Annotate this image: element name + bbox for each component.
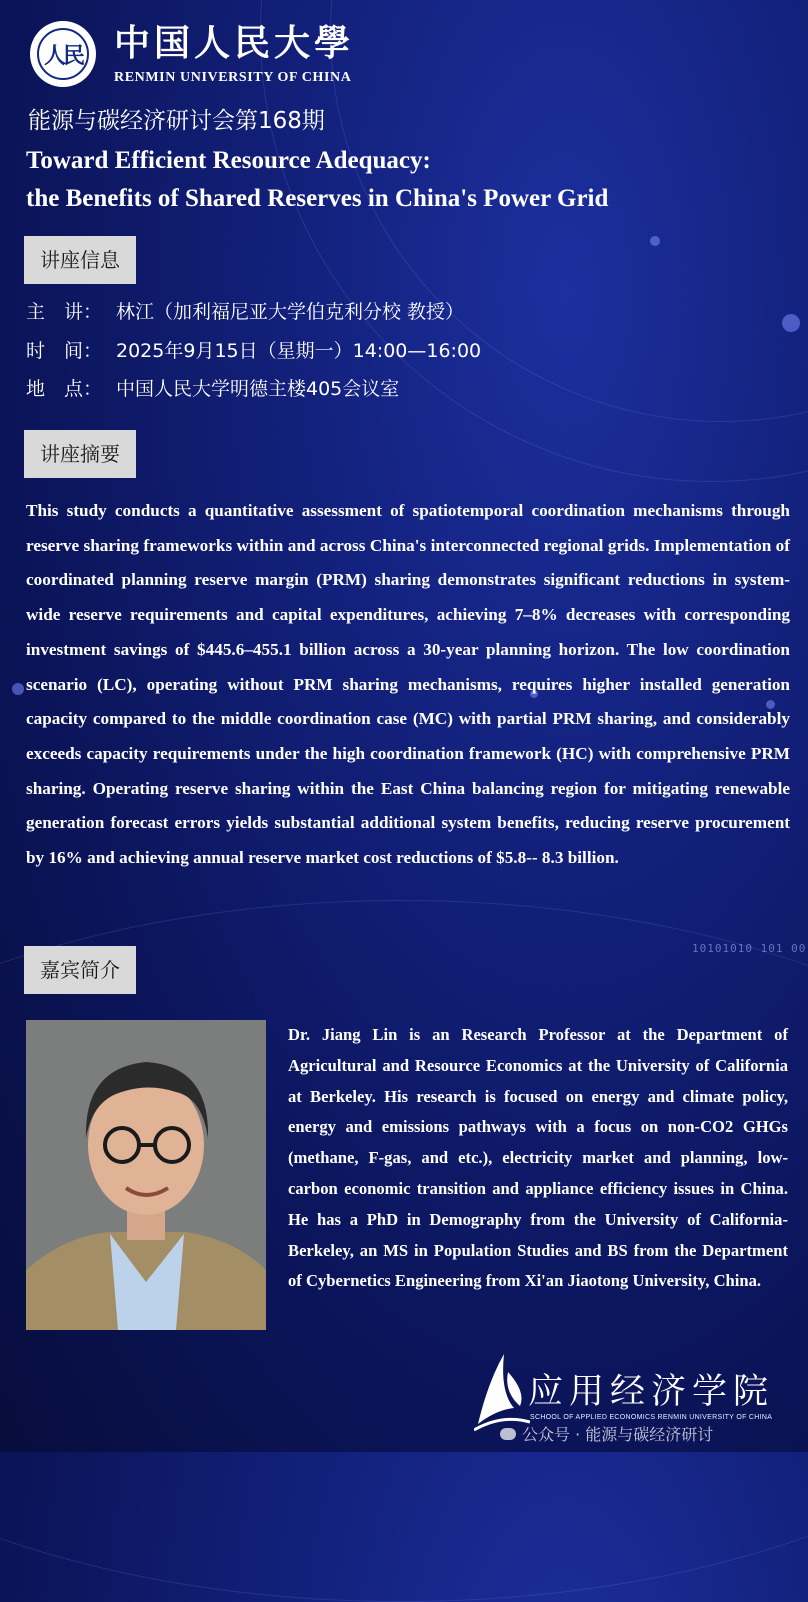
school-name-en: SCHOOL OF APPLIED ECONOMICS RENMIN UNIVERSITY OF CHINA: [530, 1414, 773, 1421]
section-label-info: 讲座信息: [24, 236, 136, 284]
decor-dot: [12, 683, 24, 695]
seminar-series: 能源与碳经济研讨会第168期: [28, 108, 325, 134]
school-name-cn: 应用经济学院: [528, 1372, 775, 1412]
speaker-bio: Dr. Jiang Lin is an Research Professor at the Department of Agricultural and Resource Economics at the University of California at Berkeley. His research is focused on energy and climate policy, energy and emissions pathways with a focus on non-CO2 GHGs (methane, F-gas, and etc.), electricity market and planning, low-carbon economic transition and appliance efficiency issues in China. He has a PhD in Demography from the University of California-Berkeley, an MS in Population Studies and BS from the Department of Cybernetics Engineering from Xi'an Jiaotong University, China.: [288, 1025, 788, 1291]
info-place-key: 地 点：: [26, 378, 103, 400]
university-name-en: RENMIN UNIVERSITY OF CHINA: [114, 70, 352, 85]
university-name: [114, 21, 354, 87]
section-label-abstract: 讲座摘要: [24, 430, 136, 478]
seminar-title: [26, 142, 786, 218]
university-logo: 人民: [30, 21, 96, 87]
section-label-speaker: 嘉宾简介: [24, 946, 136, 994]
decor-dot: [782, 314, 800, 332]
info-speaker-key: 主 讲：: [26, 301, 103, 323]
speaker-photo: [26, 1020, 266, 1330]
school-logo-icon: [474, 1352, 530, 1432]
info-speaker-value: 林江（加利福尼亚大学伯克利分校 教授）: [116, 301, 465, 323]
decor-binary: 10101010 101 00: [692, 942, 807, 955]
info-speaker: [26, 293, 464, 331]
decor-dot: [650, 236, 660, 246]
info-time-key: 时 间：: [26, 340, 103, 362]
seminar-title-line1: Toward Efficient Resource Adequacy:: [26, 147, 431, 174]
info-time-value: 2025年9月15日（星期一）14:00—16:00: [116, 340, 482, 362]
wechat-icon: [500, 1428, 516, 1440]
watermark-text: 公众号 · 能源与碳经济研讨: [522, 1425, 714, 1444]
info-place: [26, 370, 399, 408]
watermark: [500, 1422, 713, 1445]
university-name-cn: 中国人民大學: [114, 22, 355, 64]
info-time: [26, 332, 481, 370]
speaker-portrait-illustration: [26, 1020, 266, 1330]
abstract-text: This study conducts a quantitative assessment of spatiotemporal coordination mechanisms through reserve sharing frameworks within and across China's interconnected regional grids. Implementation of coordinated planning reserve margin (PRM) sharing demonstrates significant reductions in system-wide reserve requirements and capital expenditures, achieving 7–8% decreases with corresponding investment savings of $445.6–455.1 billion across a 30-year planning horizon. The low coordination scenario (LC), operating without PRM sharing mechanisms, requires higher installed generation capacity compared to the middle coordination case (MC) with partial PRM sharing, and considerably exceeds capacity requirements under the high coordination framework (HC) with comprehensive PRM sharing. Operating reserve sharing within the East China balancing region for mitigating renewable generation forecast errors yields substantial additional system benefits, reducing reserve procurement by 16% and achieving annual reserve market cost reductions of $5.8-- 8.3 billion.: [26, 501, 790, 868]
seminar-title-line2: the Benefits of Shared Reserves in China's Power Grid: [26, 185, 609, 212]
header: [30, 18, 354, 90]
info-place-value: 中国人民大学明德主楼405会议室: [116, 378, 400, 400]
